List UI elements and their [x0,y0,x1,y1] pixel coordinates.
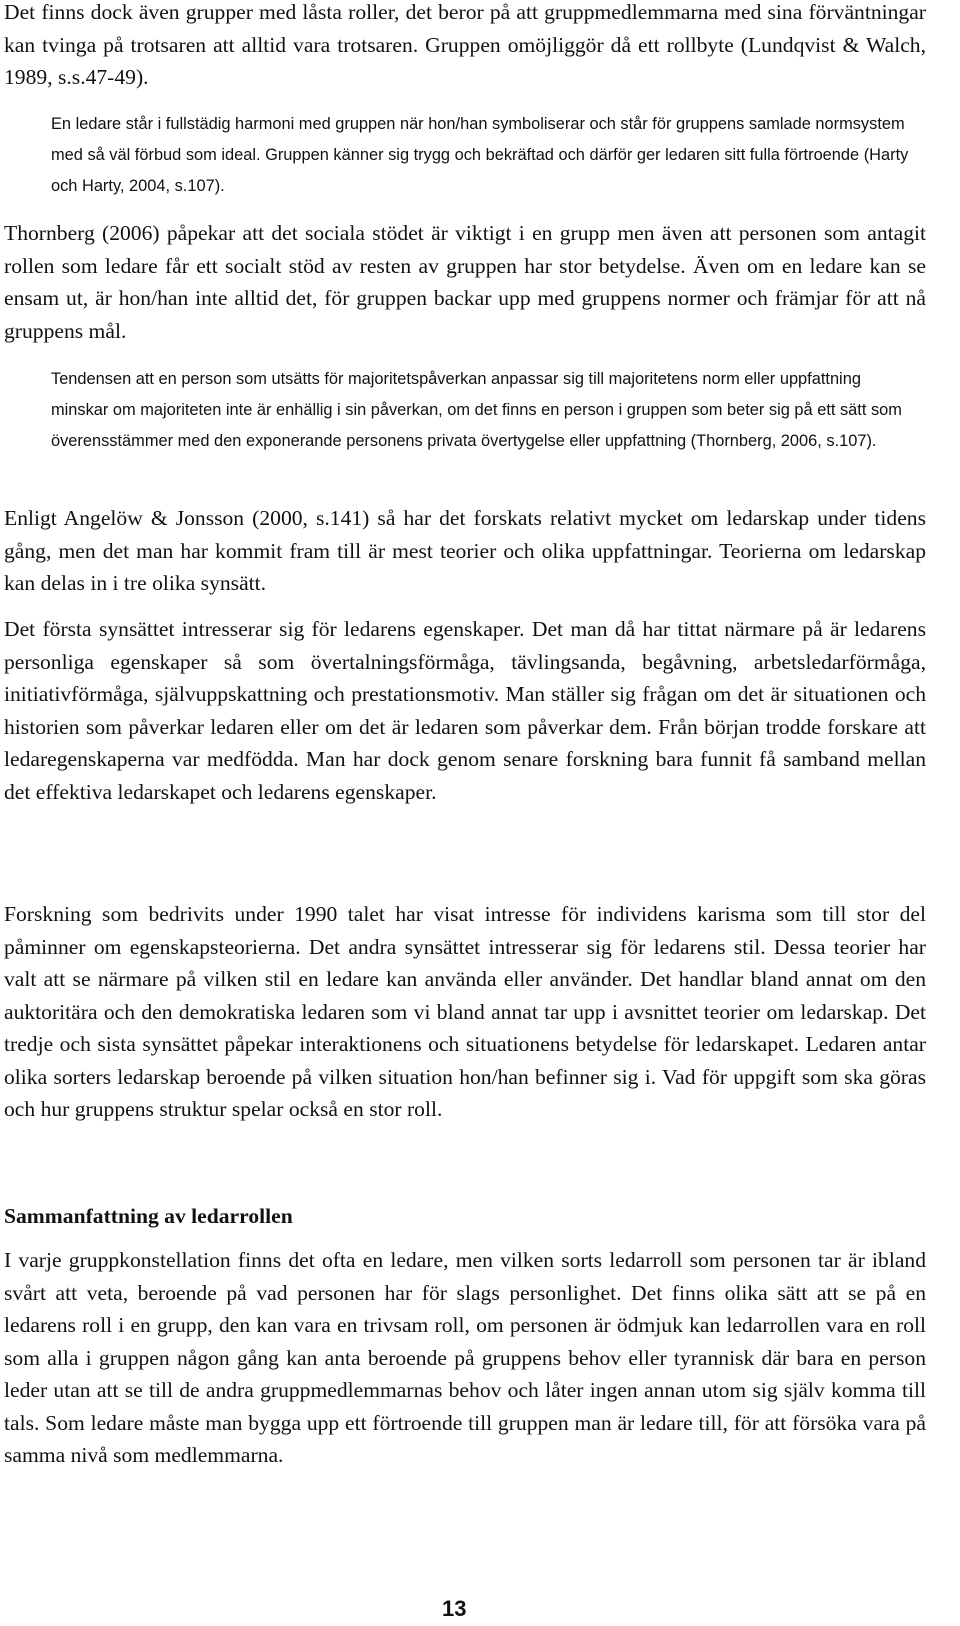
page-number: 13 [442,1596,467,1621]
paragraph-second-third-perspective: Forskning som bedrivits under 1990 talet har visat intresse för individens karisma som till stor del påminner om egenskapsteorierna. Det andra synsättet intresserar sig för ledarens stil. Dessa teorier har valt att se närmare på vilken stil en ledare kan använda eller använder. Det handlar bland annat om den auktoritära och den demokratiska ledaren som vi bland annat tar upp i avsnittet teorier om ledarskap. Det tredje och sista synsättet påpekar interaktionens och situationens betydelse för ledarskapet. Ledaren antar olika sorters ledarskap beroende på vilken situation hon/han befinner sig i. Vad för uppgift som ska göras och hur gruppens struktur spelar också en stor roll. [4,902,926,1121]
paragraph-summary: I varje gruppkonstellation finns det ofta en ledare, men vilken sorts ledarroll som personen tar är ibland svårt att veta, beroende på vad personen har för slags personlighet. Det finns olika sätt att se på en ledarens roll i en grupp, den kan vara en trivsam roll, om personen är ödmjuk kan ledarrollen vara en roll som alla i gruppen någon gång kan anta beroende på gruppens behov eller tyrannisk där bara en person leder utan att se till de andra gruppmedlemmarnas behov och låter ingen annan utom sig själv komma till tals. Som ledare måste man bygga upp ett förtroende till gruppen man är ledare till, för att försöka vara på samma nivå som medlemmarna. [4,1248,926,1467]
section-heading: Sammanfattning av ledarrollen [4,1204,293,1228]
paragraph-first-perspective: Det första synsättet intresserar sig för ledarens egenskaper. Det man då har tittat närmare på är ledarens personliga egenskaper så som övertalningsförmåga, tävlingsanda, begåvning, arbetsledarförmåga, initiativförmåga, självuppskattning och prestationsmotiv. Man ställer sig frågan om det är situationen och historien som påverkar ledaren eller om det är ledaren som påverkar dem. Från början trodde forskare att ledaregenskaperna var medfödda. Man har dock genom senare forskning bara funnit få samband mellan det effektiva ledarskapet och ledarens egenskaper. [4,617,926,804]
paragraph-leadership-research: Enligt Angelöw & Jonsson (2000, s.141) så har det forskats relativt mycket om ledarskap under tidens gång, men det man har kommit fram till är mest teorier och olika uppfattningar. Teorierna om ledarskap kan delas in i tre olika synsätt. [4,506,926,595]
block-quote-majority-influence: Tendensen att en person som utsätts för majoritetspåverkan anpassar sig till majoritetens norm eller uppfattning minskar om majoriteten inte är enhällig i sin påverkan, om det finns en person i gruppen som beter sig på ett sätt som överensstämmer med den exponerande personens privata övertygelse eller uppfattning (Thornberg, 2006, s.107). [51,370,902,450]
paragraph-social-support: Thornberg (2006) påpekar att det sociala stödet är viktigt i en grupp men även att personen som antagit rollen som ledare får ett socialt stöd av resten av gruppen har stor betydelse. Även om en ledare kan se ensam ut, är hon/han inte alltid det, för gruppen backar upp med gruppens normer och främjar för att nå gruppens mål. [4,221,926,343]
paragraph-locked-roles: Det finns dock även grupper med låsta roller, det beror på att gruppmedlemmarna med sina förväntningar kan tvinga på trotsaren att alltid vara trotsaren. Gruppen omöjliggör då ett rollbyte (Lundqvist & Walch, 1989, s.s.47-49). [4,0,926,89]
block-quote-leader-harmony: En ledare står i fullstädig harmoni med gruppen när hon/han symboliserar och står för gruppens samlade normsystem med så väl förbud som ideal. Gruppen känner sig trygg och bekräftad och därför ger ledaren sitt fulla förtroende (Harty och Harty, 2004, s.107). [51,115,909,195]
